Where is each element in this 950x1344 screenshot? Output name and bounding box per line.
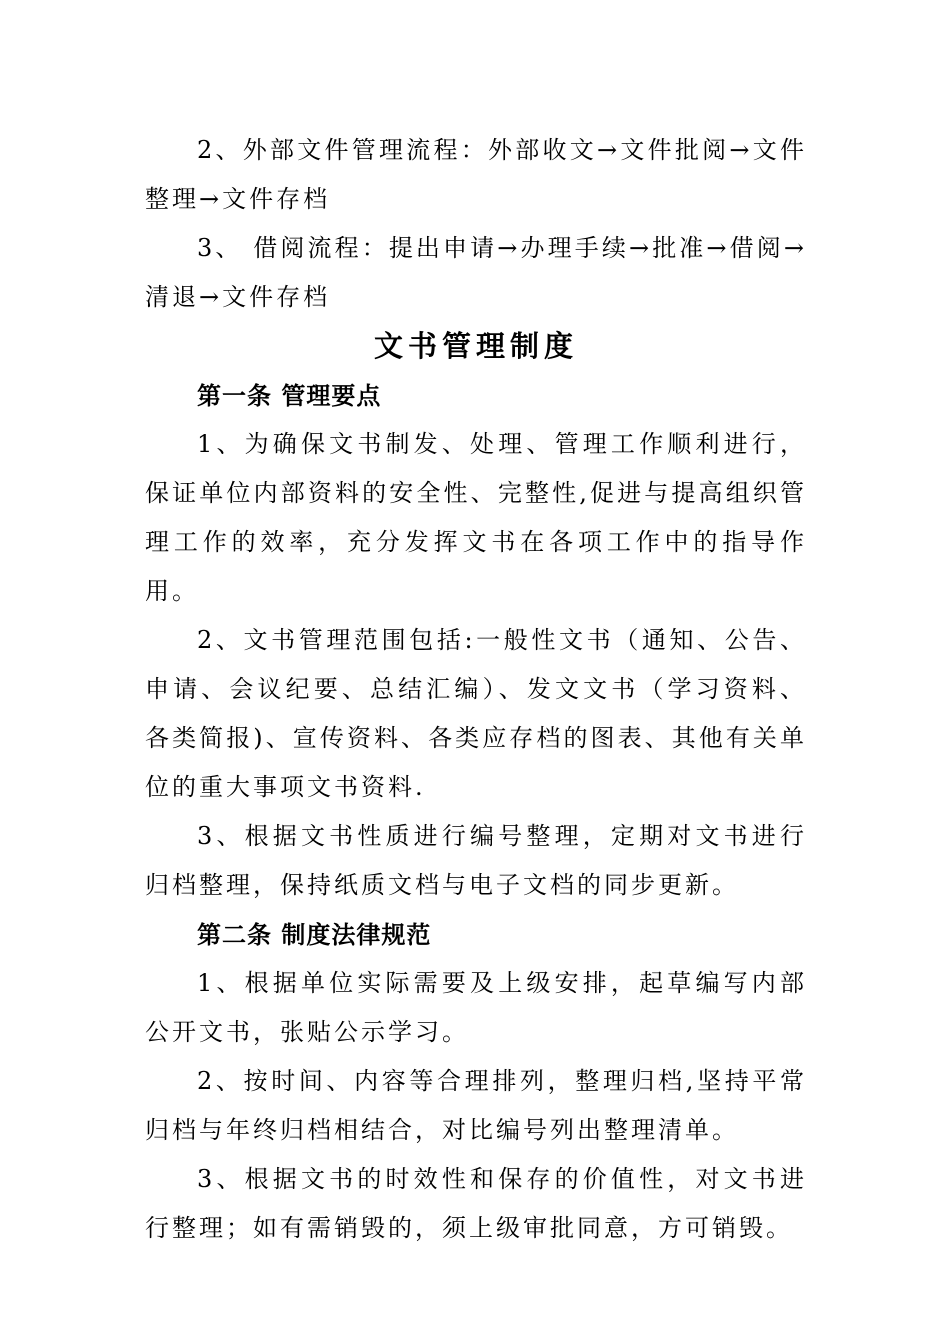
article-2-item-3: 3、根据文书的时效性和保存的价值性，对文书进行整理；如有需销毁的，须上级审批同意，方可销毁。 — [145, 1165, 807, 1242]
article-2-item-1: 1、根据单位实际需要及上级安排，起草编写内部公开文书，张贴公示学习。 — [145, 969, 807, 1046]
article-1-item-1: 1、为确保文书制发、处理、管理工作顺利进行，保证单位内部资料的安全性、完整性,促进与提高组织管理工作的效率，充分发挥文书在各项工作中的指导作用。 — [145, 430, 807, 605]
article-1-item-3: 3、根据文书性质进行编号整理，定期对文书进行归档整理，保持纸质文档与电子文档的同步更新。 — [145, 822, 807, 899]
article-1-item-2: 2、文书管理范围包括:一般性文书（通知、公告、申请、会议纪要、总结汇编）、发文文书（学习资料、各类简报)、宣传资料、各类应存档的图表、其他有关单位的重大事项文书资料. — [145, 626, 807, 801]
document-title: 文书管理制度 — [373, 329, 578, 363]
paragraph-borrowing-process: 3、 借阅流程：提出申请→办理手续→批准→借阅→清退→文件存档 — [145, 234, 807, 311]
article-2-heading: 第二条 制度法律规范 — [197, 920, 432, 949]
article-2-item-2: 2、按时间、内容等合理排列，整理归档,坚持平常归档与年终归档相结合，对比编号列出整理清单。 — [145, 1067, 807, 1144]
article-1-heading: 第一条 管理要点 — [197, 381, 382, 410]
paragraph-external-file-process: 2、外部文件管理流程：外部收文→文件批阅→文件整理→文件存档 — [145, 136, 807, 213]
document-page — [145, 126, 807, 1253]
